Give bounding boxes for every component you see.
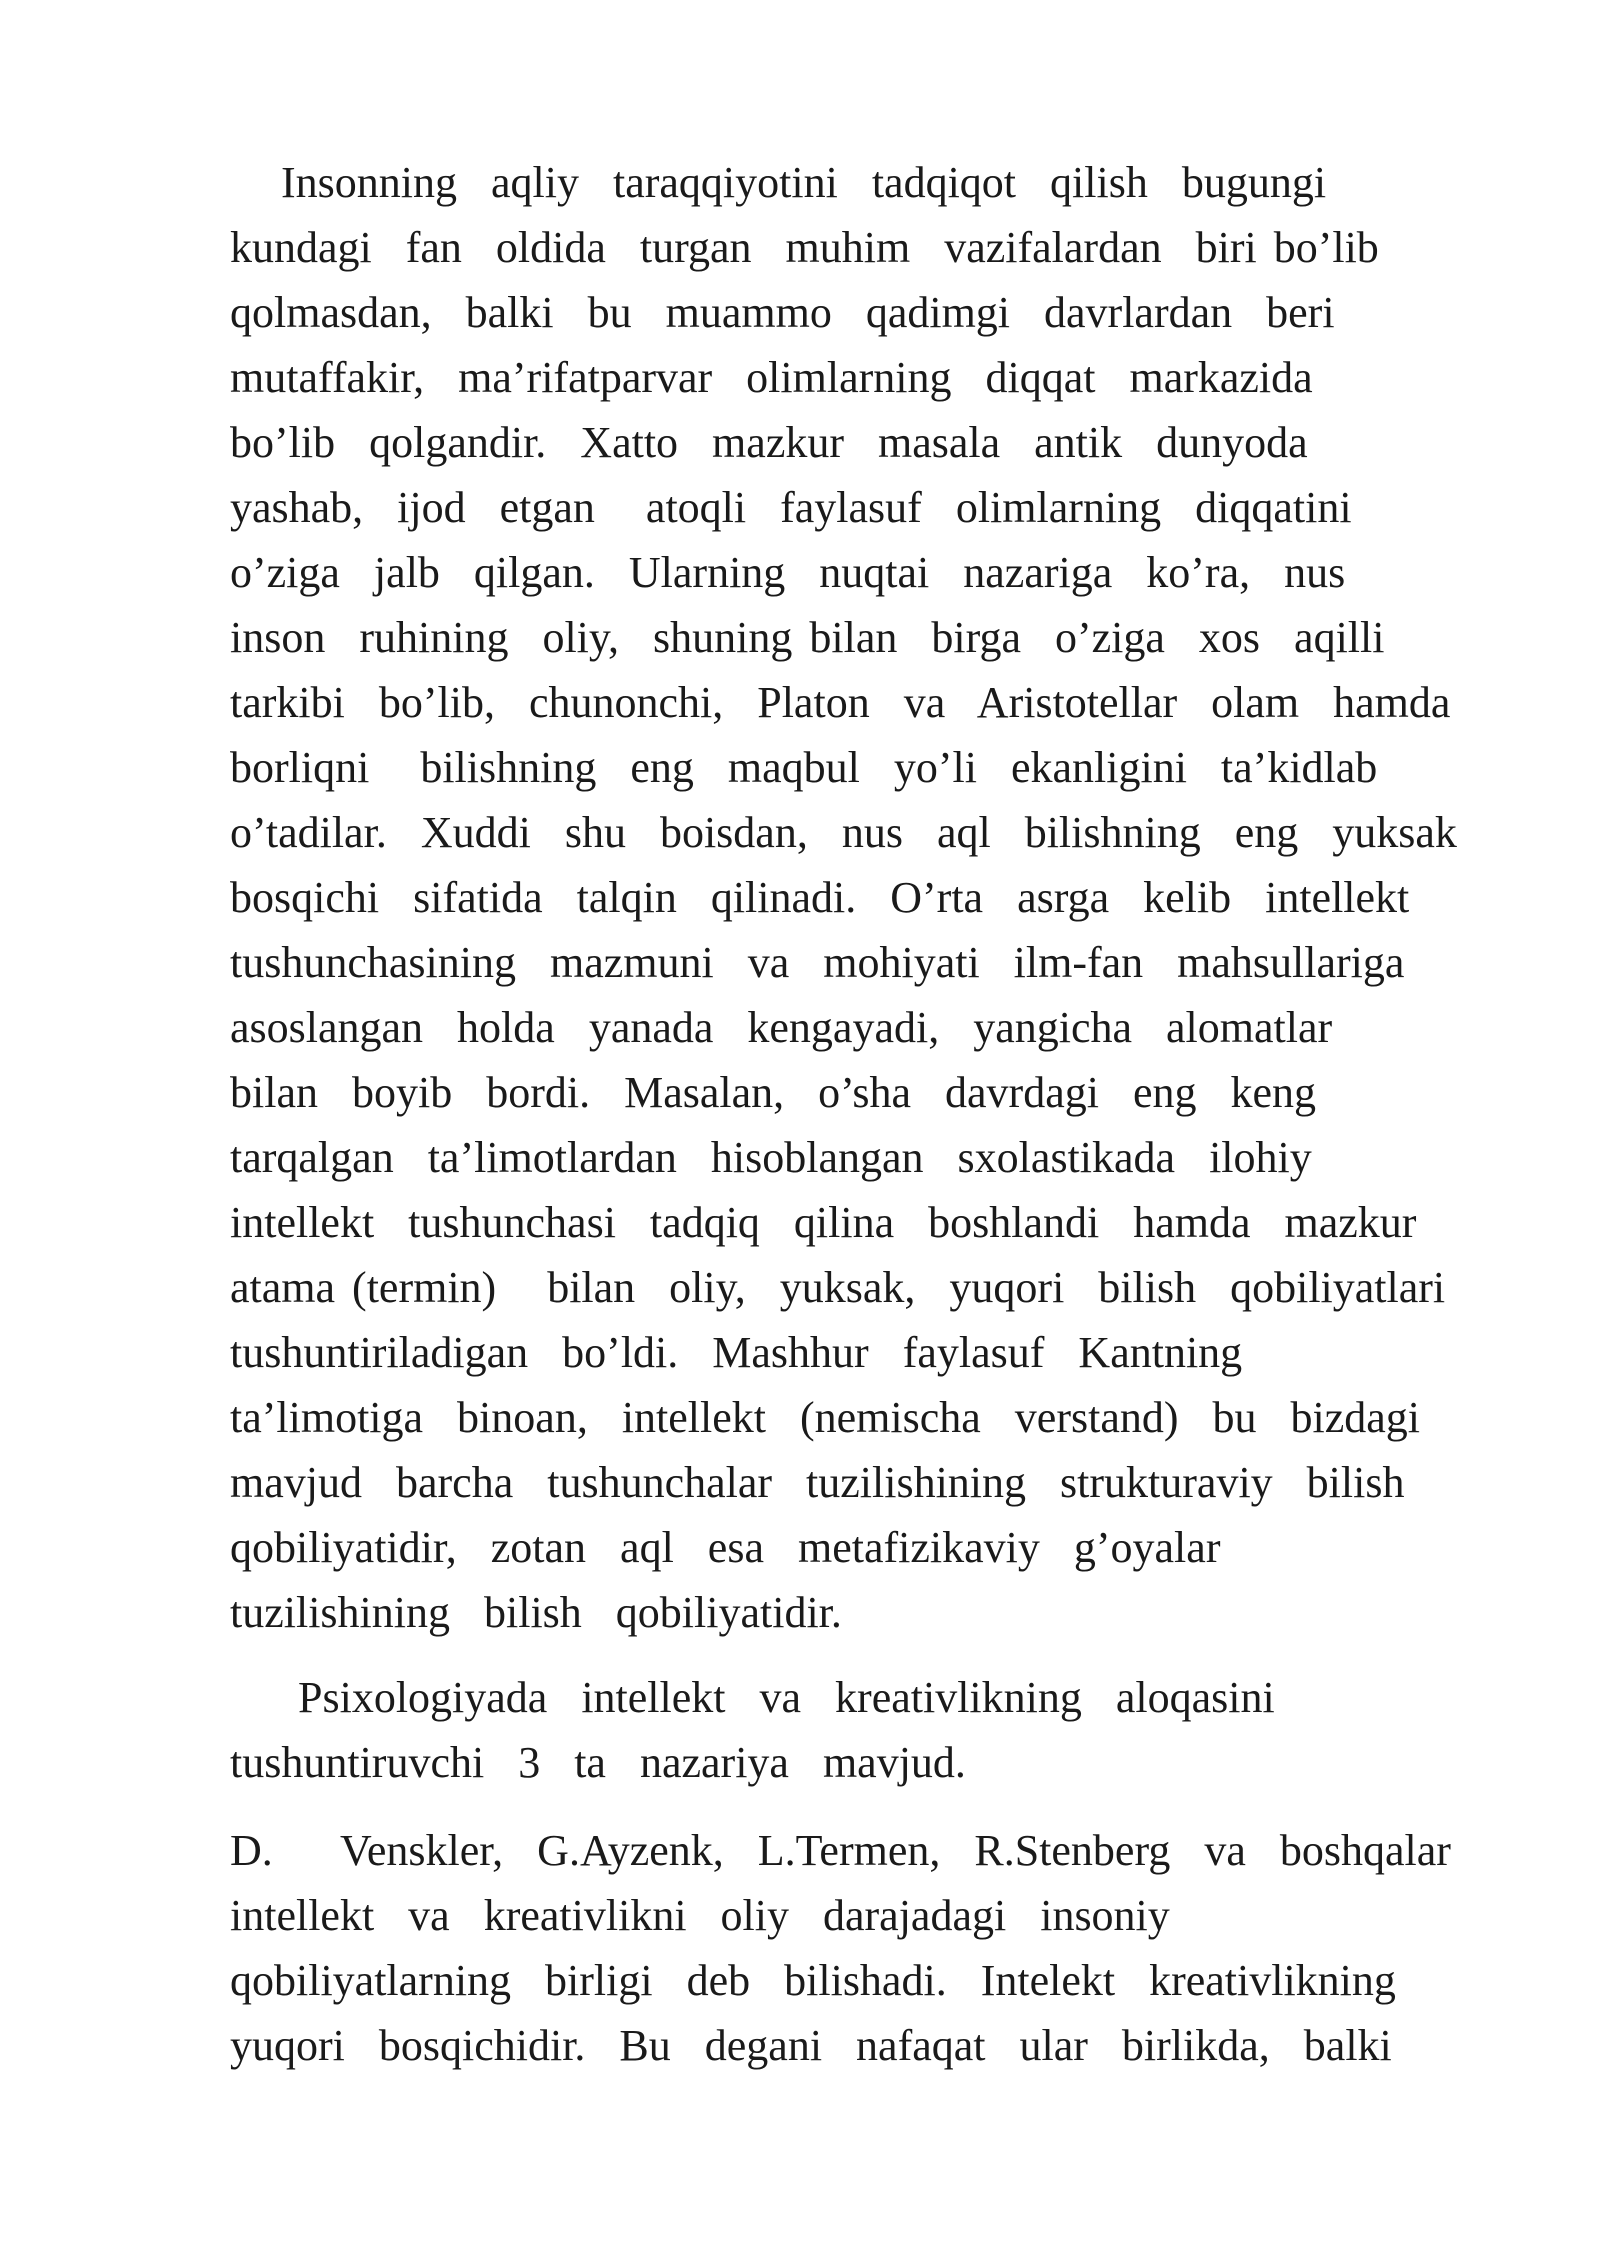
text-line: intellekt tushunchasi tadqiq qilina boshlandi hamda mazkur xyxy=(230,1198,1417,1247)
text-line: yuqori bosqichidir. Bu degani nafaqat ular birlikda, balki xyxy=(230,2021,1392,2070)
text-line: mutaffakir, ma’rifatparvar olimlarning diqqat markazida xyxy=(230,353,1313,402)
text-line: qobiliyatlarning birligi deb bilishadi. Intelekt kreativlikning xyxy=(230,1956,1396,2005)
text-line: qobiliyatidir, zotan aql esa metafizikaviy g’oyalar xyxy=(230,1523,1221,1572)
text-line: bilan boyib bordi. Masalan, o’sha davrdagi eng keng xyxy=(230,1068,1317,1117)
text-line: asoslangan holda yanada kengayadi, yangicha alomatlar xyxy=(230,1003,1333,1052)
paragraph-theories-intro xyxy=(230,1665,1560,1795)
text-line: yashab, ijod etgan atoqli faylasuf olimlarning diqqatini xyxy=(230,483,1352,532)
text-line: ta’limotiga binoan, intellekt (nemischa verstand) bu bizdagi xyxy=(230,1393,1421,1442)
text-line: atama (termin) bilan oliy, yuksak, yuqori bilish qobiliyatlari xyxy=(230,1263,1446,1312)
text-line: mavjud barcha tushunchalar tuzilishining strukturaviy bilish xyxy=(230,1458,1405,1507)
text-line: tarqalgan ta’limotlardan hisoblangan sxolastikada ilohiy xyxy=(230,1133,1312,1182)
text-line: o’tadilar. Xuddi shu boisdan, nus aql bilishning eng yuksak xyxy=(230,808,1457,857)
text-line: intellekt va kreativlikni oliy darajadagi insoniy xyxy=(230,1891,1170,1940)
text-line: borliqni bilishning eng maqbul yo’li ekanligini ta’kidlab xyxy=(230,743,1378,792)
text-line: bosqichi sifatida talqin qilinadi. O’rta asrga kelib intellekt xyxy=(230,873,1410,922)
text-line: Psixologiyada intellekt va kreativlikning aloqasini xyxy=(230,1673,1275,1722)
text-line: tushuntiruvchi 3 ta nazariya mavjud. xyxy=(230,1738,966,1787)
paragraph-first-theory xyxy=(230,1818,1560,2078)
text-line: qolmasdan, balki bu muammo qadimgi davrlardan beri xyxy=(230,288,1335,337)
text-line: inson ruhining oliy, shuning bilan birga o’ziga xos aqilli xyxy=(230,613,1385,662)
text-line: tushuntiriladigan bo’ldi. Mashhur faylasuf Kantning xyxy=(230,1328,1243,1377)
paragraph-intellect-history xyxy=(230,150,1560,1645)
text-line: tuzilishining bilish qobiliyatidir. xyxy=(230,1588,842,1637)
text-line: Insonning aqliy taraqqiyotini tadqiqot qilish bugungi xyxy=(230,158,1327,207)
text-line: o’ziga jalb qilgan. Ularning nuqtai nazariga ko’ra, nus xyxy=(230,548,1346,597)
text-line: tushunchasining mazmuni va mohiyati ilm-fan mahsullariga xyxy=(230,938,1405,987)
text-line: kundagi fan oldida turgan muhim vazifalardan biri bo’lib xyxy=(230,223,1379,272)
text-line: tarkibi bo’lib, chunonchi, Platon va Aristotellar olam hamda xyxy=(230,678,1451,727)
text-line: D. Venskler, G.Ayzenk, L.Termen, R.Stenberg va boshqalar xyxy=(230,1826,1451,1875)
text-line: bo’lib qolgandir. Xatto mazkur masala antik dunyoda xyxy=(230,418,1308,467)
